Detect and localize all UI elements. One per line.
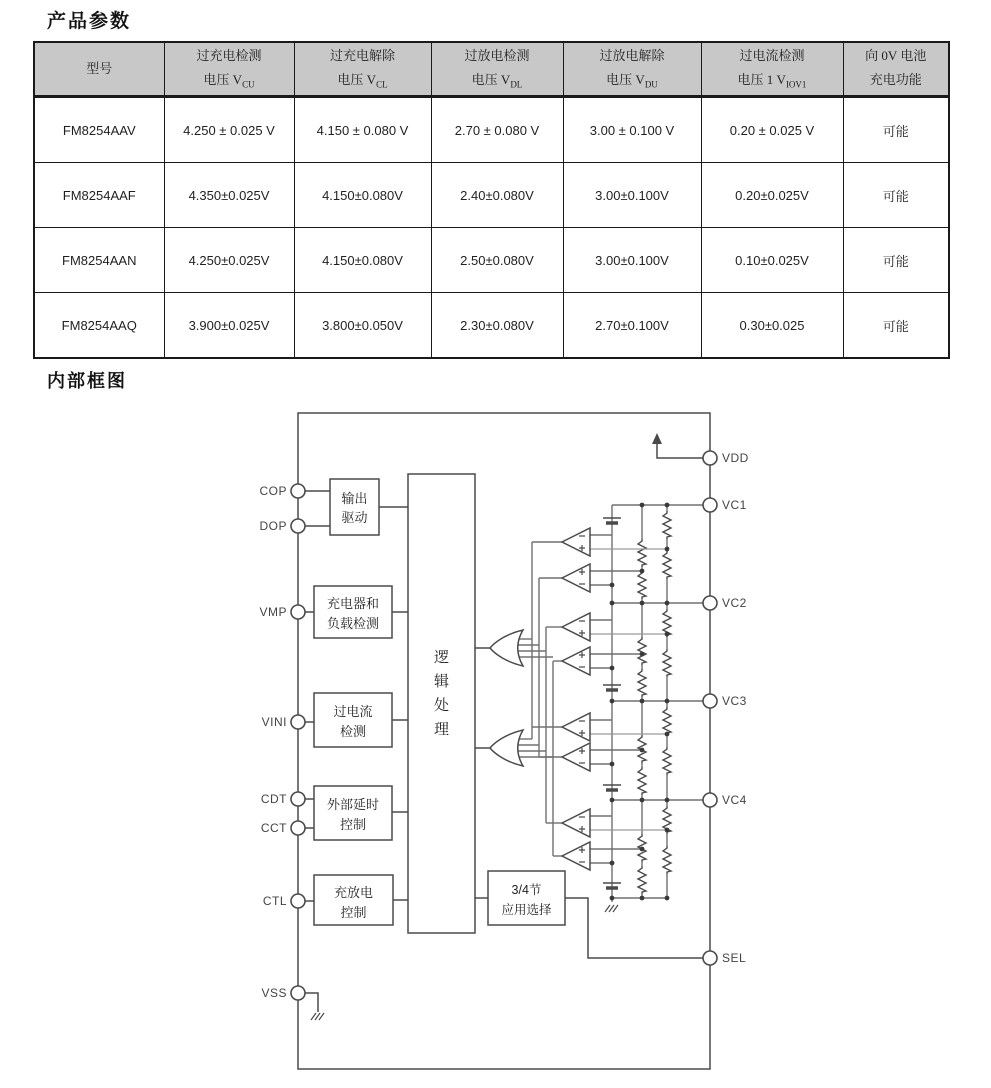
ground-icon xyxy=(605,905,618,912)
resistor-divider-network xyxy=(603,505,671,912)
cell-vcl: 4.150±0.080V xyxy=(294,163,431,228)
pin-label-vss: VSS xyxy=(261,986,287,1000)
block-ext-delay-ctrl xyxy=(314,786,392,840)
header-model: 型号 xyxy=(34,42,164,97)
svg-text:理: 理 xyxy=(433,721,450,738)
cell-viov: 0.10±0.025V xyxy=(701,228,843,293)
cell-0v-charge: 可能 xyxy=(843,163,949,228)
cell-vdl: 2.50±0.080V xyxy=(431,228,563,293)
cell-vcl: 4.150±0.080V xyxy=(294,228,431,293)
svg-text:控制: 控制 xyxy=(340,905,367,920)
cell-vdu: 3.00±0.100V xyxy=(563,163,701,228)
cell-vcu: 4.250 ± 0.025 V xyxy=(164,97,294,163)
block-logic-process xyxy=(408,474,475,933)
svg-text:充放电: 充放电 xyxy=(333,885,374,900)
cell-vcu: 4.250±0.025V xyxy=(164,228,294,293)
block-output-driver xyxy=(330,479,379,535)
svg-text:外部延时: 外部延时 xyxy=(326,797,380,812)
svg-text:驱动: 驱动 xyxy=(341,510,368,525)
svg-text:逻: 逻 xyxy=(433,649,450,666)
pin-label-sel: SEL xyxy=(722,951,747,965)
pin-label-vmp: VMP xyxy=(259,605,287,619)
comparator-icon xyxy=(562,842,590,870)
header-vcl: 过充电解除 电压 $V_{CL}$ xyxy=(294,42,431,97)
comparator-icon xyxy=(562,743,590,771)
block-cell-select xyxy=(488,871,565,925)
cell-vdu: 3.00 ± 0.100 V xyxy=(563,97,701,163)
left-pins xyxy=(259,484,324,1020)
pin-label-cct: CCT xyxy=(260,821,287,835)
header-0v-charge: 向 0V 电池 充电功能 xyxy=(843,42,949,97)
cell-viov: 0.20 ± 0.025 V xyxy=(701,97,843,163)
block-charger-load-detect xyxy=(314,586,392,638)
cell-model: FM8254AAQ xyxy=(34,293,164,359)
table-row xyxy=(34,228,949,293)
table-row xyxy=(34,163,949,228)
comparator-icon xyxy=(562,809,590,837)
cell-vdu: 3.00±0.100V xyxy=(563,228,701,293)
product-params-table xyxy=(33,41,950,359)
block-charge-discharge-ctrl xyxy=(314,875,393,925)
cell-vcu: 3.900±0.025V xyxy=(164,293,294,359)
cell-model: FM8254AAF xyxy=(34,163,164,228)
pin-label-ctl: CTL xyxy=(262,894,287,908)
cell-vdl: 2.40±0.080V xyxy=(431,163,563,228)
cell-vdl: 2.30±0.080V xyxy=(431,293,563,359)
pin-label-dop: DOP xyxy=(259,519,287,533)
pin-label-vc4: VC4 xyxy=(722,793,747,807)
cell-viov: 0.20±0.025V xyxy=(701,163,843,228)
comparator-icon xyxy=(562,713,590,741)
header-vcu: 过充电检测 电压 $V_{CU}$ xyxy=(164,42,294,97)
header-vdu: 过放电解除 电压 $V_{DU}$ xyxy=(563,42,701,97)
pin-label-vini: VINI xyxy=(261,715,287,729)
cell-vdu: 2.70±0.100V xyxy=(563,293,701,359)
comparator-icon xyxy=(562,564,590,592)
header-vdl: 过放电检测 电压 $V_{DL}$ xyxy=(431,42,563,97)
cell-model: FM8254AAN xyxy=(34,228,164,293)
internal-block-diagram xyxy=(0,405,991,1088)
svg-text:负载检测: 负载检测 xyxy=(326,616,380,631)
svg-text:应用选择: 应用选择 xyxy=(501,903,552,917)
header-viov: 过电流检测 电压 1 $V_{IOV1}$ xyxy=(701,42,843,97)
cell-vcl: 4.150 ± 0.080 V xyxy=(294,97,431,163)
cell-vcu: 4.350±0.025V xyxy=(164,163,294,228)
svg-text:控制: 控制 xyxy=(339,817,367,832)
svg-text:输出: 输出 xyxy=(341,491,368,506)
block-overcurrent-detect xyxy=(314,693,392,747)
ground-icon xyxy=(311,1013,324,1020)
cell-viov: 0.30±0.025 xyxy=(701,293,843,359)
pin-label-vc3: VC3 xyxy=(722,694,747,708)
or-gate-icon xyxy=(490,730,523,766)
section-title-block-diagram: 内部框图 xyxy=(47,371,127,391)
svg-text:3/4节: 3/4节 xyxy=(511,883,542,897)
comparator-bank xyxy=(490,528,667,870)
table-header-row xyxy=(34,42,949,97)
comparator-icon xyxy=(562,647,590,675)
comparator-icon xyxy=(562,613,590,641)
cell-vdl: 2.70 ± 0.080 V xyxy=(431,97,563,163)
svg-text:充电器和: 充电器和 xyxy=(326,596,380,611)
cell-model: FM8254AAV xyxy=(34,97,164,163)
cell-vcl: 3.800±0.050V xyxy=(294,293,431,359)
comparator-icon xyxy=(562,528,590,556)
section-title-product-params: 产品参数 xyxy=(47,11,132,32)
svg-text:过电流: 过电流 xyxy=(333,704,373,719)
pin-label-vdd: VDD xyxy=(722,451,749,465)
or-gate-icon xyxy=(490,630,523,666)
cell-0v-charge: 可能 xyxy=(843,293,949,359)
pin-label-cop: COP xyxy=(259,484,287,498)
svg-text:辑: 辑 xyxy=(433,673,450,690)
cell-0v-charge: 可能 xyxy=(843,97,949,163)
svg-text:处: 处 xyxy=(433,697,450,714)
pin-label-vc2: VC2 xyxy=(722,596,747,610)
pin-label-vc1: VC1 xyxy=(722,498,747,512)
pin-label-cdt: CDT xyxy=(260,792,287,806)
svg-text:检测: 检测 xyxy=(339,724,367,739)
table-row xyxy=(34,293,949,359)
table-row xyxy=(34,97,949,163)
cell-0v-charge: 可能 xyxy=(843,228,949,293)
